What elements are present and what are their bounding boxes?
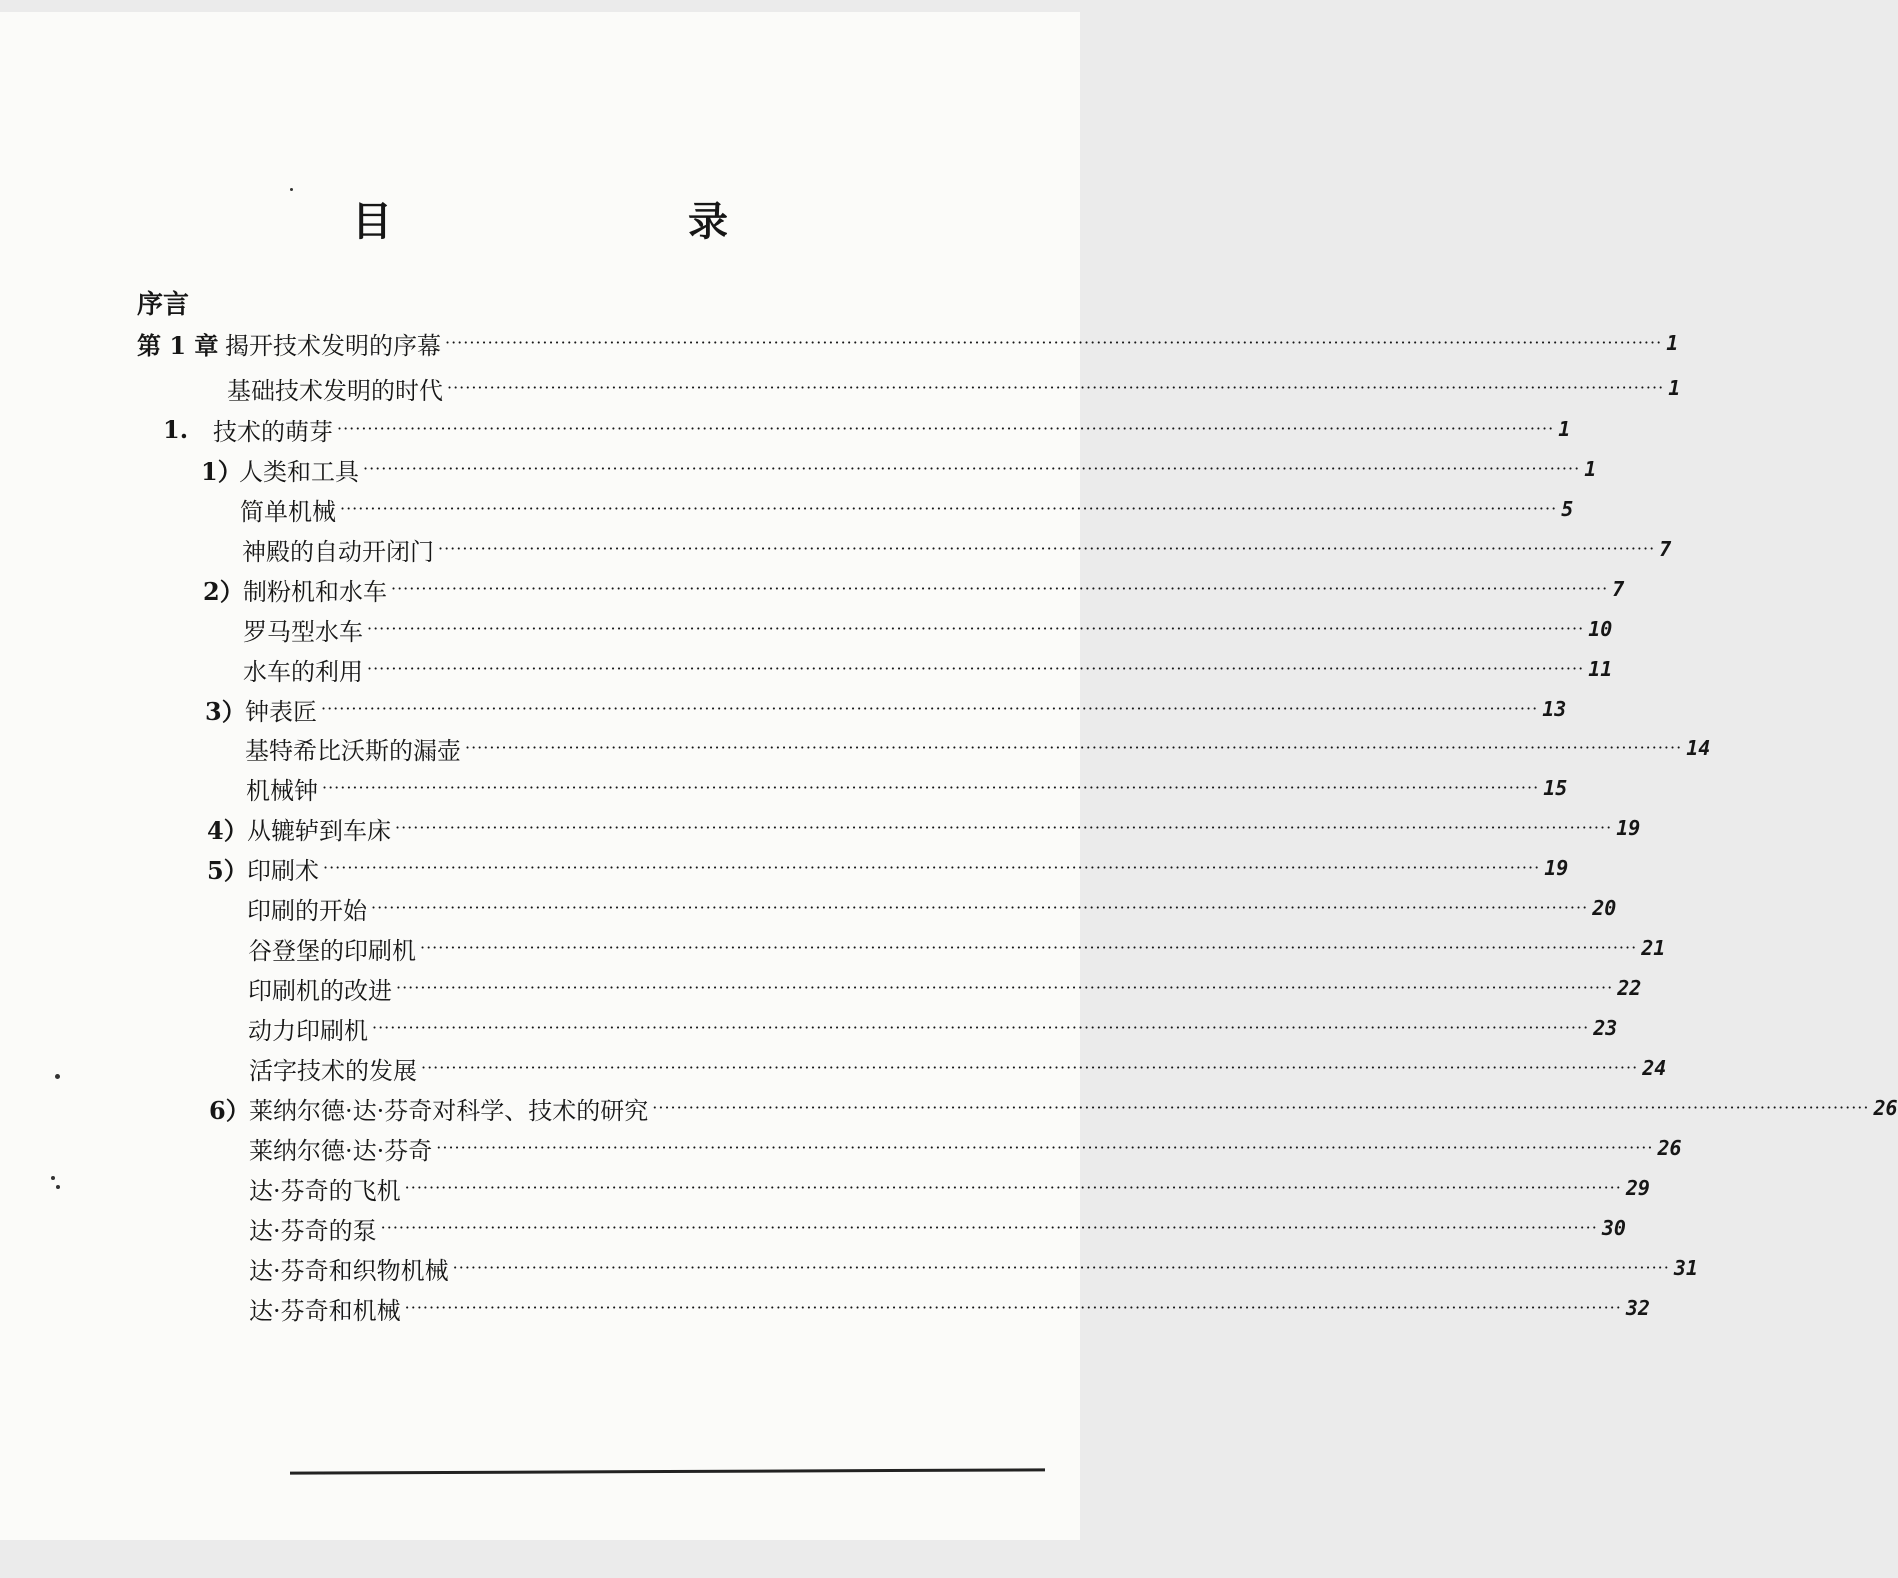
toc-entry-number: 5） [207, 855, 248, 885]
toc-entry [249, 1250, 1698, 1286]
toc-entry [205, 691, 1567, 727]
dot-leader: ········································································································································································································ [321, 699, 1539, 718]
toc-entry-page: 22 [1617, 976, 1642, 1000]
dot-leader: ········································································································································································································ [452, 1258, 1670, 1277]
toc-entry-page: 31 [1673, 1256, 1698, 1280]
toc-entry [137, 325, 1679, 361]
toc-entry-page: 1 [1668, 376, 1681, 400]
toc-entry-page: 15 [1543, 776, 1568, 800]
dot-leader: ········································································································································································································ [372, 1018, 1590, 1037]
toc-entry [249, 1170, 1650, 1206]
toc-entry [209, 1090, 1898, 1126]
dot-leader: ········································································································································································································ [371, 898, 1589, 917]
toc-entry-title: 从辘轳到车床 [247, 816, 391, 845]
bottom-rule [290, 1468, 1045, 1474]
dot-leader: ········································································································································································································ [436, 1138, 1654, 1157]
preface-heading: 序言 [137, 290, 190, 320]
toc-entry-title: 谷登堡的印刷机 [248, 936, 416, 965]
toc-entry [207, 850, 1569, 886]
dot-leader: ········································································································································································································ [465, 738, 1683, 757]
toc-entry-title: 动力印刷机 [248, 1016, 368, 1045]
toc-entry [249, 1210, 1626, 1246]
toc-entry-page: 24 [1642, 1056, 1667, 1080]
toc-entry [248, 1010, 1618, 1046]
toc-entry-number: 1） [201, 456, 242, 486]
toc-entry-title: 活字技术的发展 [249, 1056, 417, 1085]
toc-entry-number: 6） [209, 1095, 250, 1125]
toc-entry [249, 1050, 1667, 1086]
toc-entry-page: 1 [1666, 331, 1679, 355]
toc-entry [227, 370, 1681, 406]
toc-entry-title: 钟表匠 [245, 697, 317, 726]
toc-entry [243, 651, 1613, 687]
toc-entry-number: 2） [203, 576, 244, 606]
toc-entry-title: 达·芬奇和机械 [249, 1296, 401, 1325]
dot-leader: ········································································································································································································ [391, 579, 1609, 598]
toc-entry-title: 基特希比沃斯的漏壶 [245, 736, 461, 765]
toc-entry [248, 930, 1666, 966]
toc-entry-page: 13 [1542, 697, 1567, 721]
toc-entry-title: 印刷术 [247, 856, 319, 885]
toc-entry-page: 11 [1588, 657, 1613, 681]
toc-entry [240, 491, 1574, 527]
speck [55, 1074, 60, 1079]
dot-leader: ········································································································································································································ [404, 1178, 1622, 1197]
toc-entry-number: 4） [207, 815, 248, 845]
toc-entry-number: 1. [163, 414, 189, 444]
toc-entry-title: 印刷的开始 [247, 896, 367, 925]
toc-entry-title: 罗马型水车 [243, 617, 363, 646]
toc-entry [242, 531, 1672, 567]
toc-entry-title: 达·芬奇的飞机 [249, 1176, 401, 1205]
dot-leader: ········································································································································································································ [420, 938, 1638, 957]
dot-leader: ········································································································································································································ [395, 818, 1613, 837]
toc-entry-title: 莱纳尔德·达·芬奇 [249, 1136, 433, 1165]
toc-entry [243, 611, 1613, 647]
toc-entry [207, 810, 1641, 846]
toc-entry [203, 571, 1625, 607]
toc-entry-title: 水车的利用 [243, 657, 363, 686]
toc-entry-page: 1 [1584, 457, 1597, 481]
dot-leader: ········································································································································································································ [447, 378, 1665, 397]
toc-entry-page: 26 [1873, 1096, 1898, 1120]
toc-entry-title: 达·芬奇和织物机械 [249, 1256, 449, 1285]
speck [56, 1185, 60, 1189]
toc-entry [163, 411, 1571, 447]
dot-leader: ········································································································································································································ [337, 419, 1555, 438]
toc-entry-title: 基础技术发明的时代 [227, 376, 443, 405]
toc-entry-page: 26 [1657, 1136, 1682, 1160]
toc-entry-page: 23 [1593, 1016, 1618, 1040]
toc-entry [248, 970, 1642, 1006]
dot-leader: ········································································································································································································ [322, 778, 1540, 797]
toc-entry [247, 890, 1617, 926]
toc-entry-page: 14 [1686, 736, 1711, 760]
dot-leader: ········································································································································································································ [380, 1218, 1598, 1237]
toc-entry-title: 简单机械 [240, 497, 336, 526]
toc-entry-title: 技术的萌芽 [213, 417, 333, 446]
dot-leader: ········································································································································································································ [367, 619, 1585, 638]
toc-entry-title: 神殿的自动开闭门 [242, 537, 434, 566]
toc-entry [249, 1130, 1682, 1166]
dot-leader: ········································································································································································································ [404, 1298, 1622, 1317]
toc-entry-page: 1 [1558, 417, 1571, 441]
toc-entry-page: 10 [1588, 617, 1613, 641]
toc-entry-page: 20 [1592, 896, 1617, 920]
toc-entry [201, 451, 1597, 487]
toc-entry-page: 7 [1612, 577, 1625, 601]
toc-entry [246, 770, 1568, 806]
speck [290, 188, 293, 191]
dot-leader: ········································································································································································································ [438, 539, 1656, 558]
page-title: 目 录 [352, 199, 800, 245]
dot-leader: ········································································································································································································ [445, 333, 1663, 352]
toc-entry-page: 19 [1544, 856, 1569, 880]
toc-entry-title: 印刷机的改进 [248, 976, 392, 1005]
toc-entry-title: 莱纳尔德·达·芬奇对科学、技术的研究 [249, 1096, 649, 1125]
dot-leader: ········································································································································································································ [340, 499, 1558, 518]
toc-entry-number: 第 1 章 [137, 330, 219, 360]
toc-entry [245, 730, 1711, 766]
toc-entry-page: 21 [1641, 936, 1666, 960]
dot-leader: ········································································································································································································ [363, 459, 1581, 478]
toc-entry-page: 30 [1601, 1216, 1626, 1240]
toc-entry-page: 7 [1659, 537, 1672, 561]
dot-leader: ········································································································································································································ [367, 659, 1585, 678]
dot-leader: ········································································································································································································ [396, 978, 1614, 997]
toc-entry-title: 人类和工具 [239, 457, 359, 486]
toc-entry [249, 1290, 1650, 1326]
toc-entry-title: 达·芬奇的泵 [249, 1216, 377, 1245]
dot-leader: ········································································································································································································ [652, 1098, 1870, 1117]
speck [51, 1176, 55, 1180]
toc-entry-page: 5 [1561, 497, 1574, 521]
toc-entry-page: 29 [1625, 1176, 1650, 1200]
toc-entry-title: 机械钟 [246, 776, 318, 805]
toc-entry-title: 揭开技术发明的序幕 [225, 331, 441, 360]
book-page [0, 12, 1898, 1540]
toc-entry-title: 制粉机和水车 [243, 577, 387, 606]
toc-entry-page: 32 [1625, 1296, 1650, 1320]
dot-leader: ········································································································································································································ [323, 858, 1541, 877]
toc-entry-page: 19 [1616, 816, 1641, 840]
dot-leader: ········································································································································································································ [421, 1058, 1639, 1077]
toc-entry-number: 3） [205, 696, 246, 726]
